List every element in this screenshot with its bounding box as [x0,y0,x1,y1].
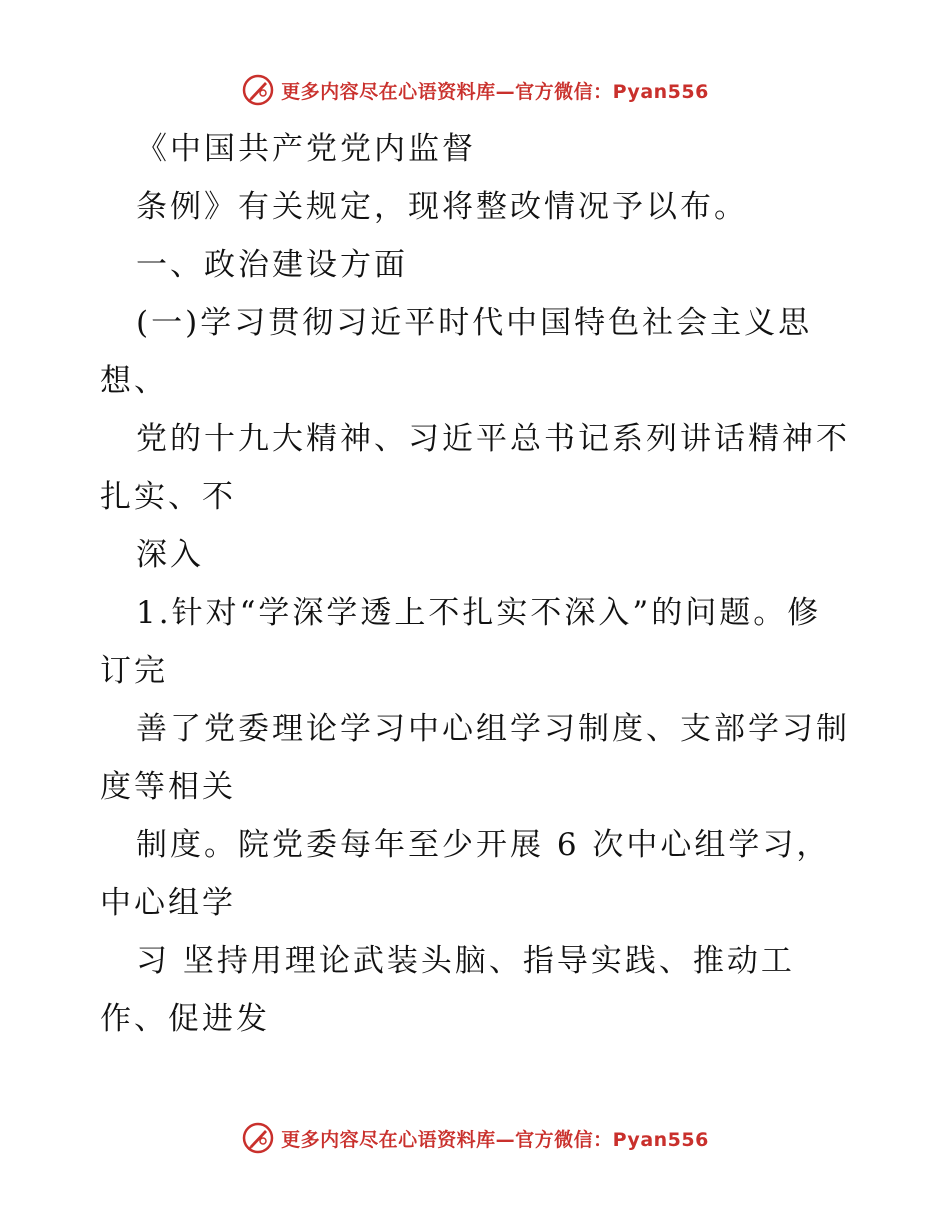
watermark-text: 更多内容尽在心语资料库—官方微信：Pyan556 [281,1128,709,1151]
text-line: 扎实、不 [100,479,236,515]
text-line: 中心组学 [100,885,236,921]
document-body [100,120,860,1048]
text-line: 1.针对“学深学透上不扎实不深入”的问题。修 [136,595,822,631]
text-line: 党的十九大精神、习近平总书记系列讲话精神不 [136,421,850,457]
text-line: 习 坚持用理论武装头脑、指导实践、推动工 [136,943,795,979]
quill-pen-in-circle-icon [241,1121,275,1155]
watermark-text: 更多内容尽在心语资料库—官方微信：Pyan556 [281,80,709,103]
footer-watermark [0,1118,950,1158]
text-line: 条例》有关规定，现将整改情况予以布。 [136,189,748,225]
text-line: 制度。院党委每年至少开展 6 次中心组学习， [136,827,831,863]
text-line: 作、促进发 [100,1001,270,1037]
text-line: 深入 [136,537,204,573]
text-line: 度等相关 [100,769,236,805]
text-line: 想、 [100,363,168,399]
text-line: 一、政治建设方面 [136,247,408,283]
text-line: 《中国共产党党内监督 [136,131,476,167]
quill-pen-in-circle-icon [241,73,275,107]
text-line: 善了党委理论学习中心组学习制度、支部学习制 [136,711,850,747]
text-line: 订完 [100,653,168,689]
text-line: (一)学习贯彻习近平时代中国特色社会主义思 [136,305,813,341]
header-watermark [0,70,950,110]
